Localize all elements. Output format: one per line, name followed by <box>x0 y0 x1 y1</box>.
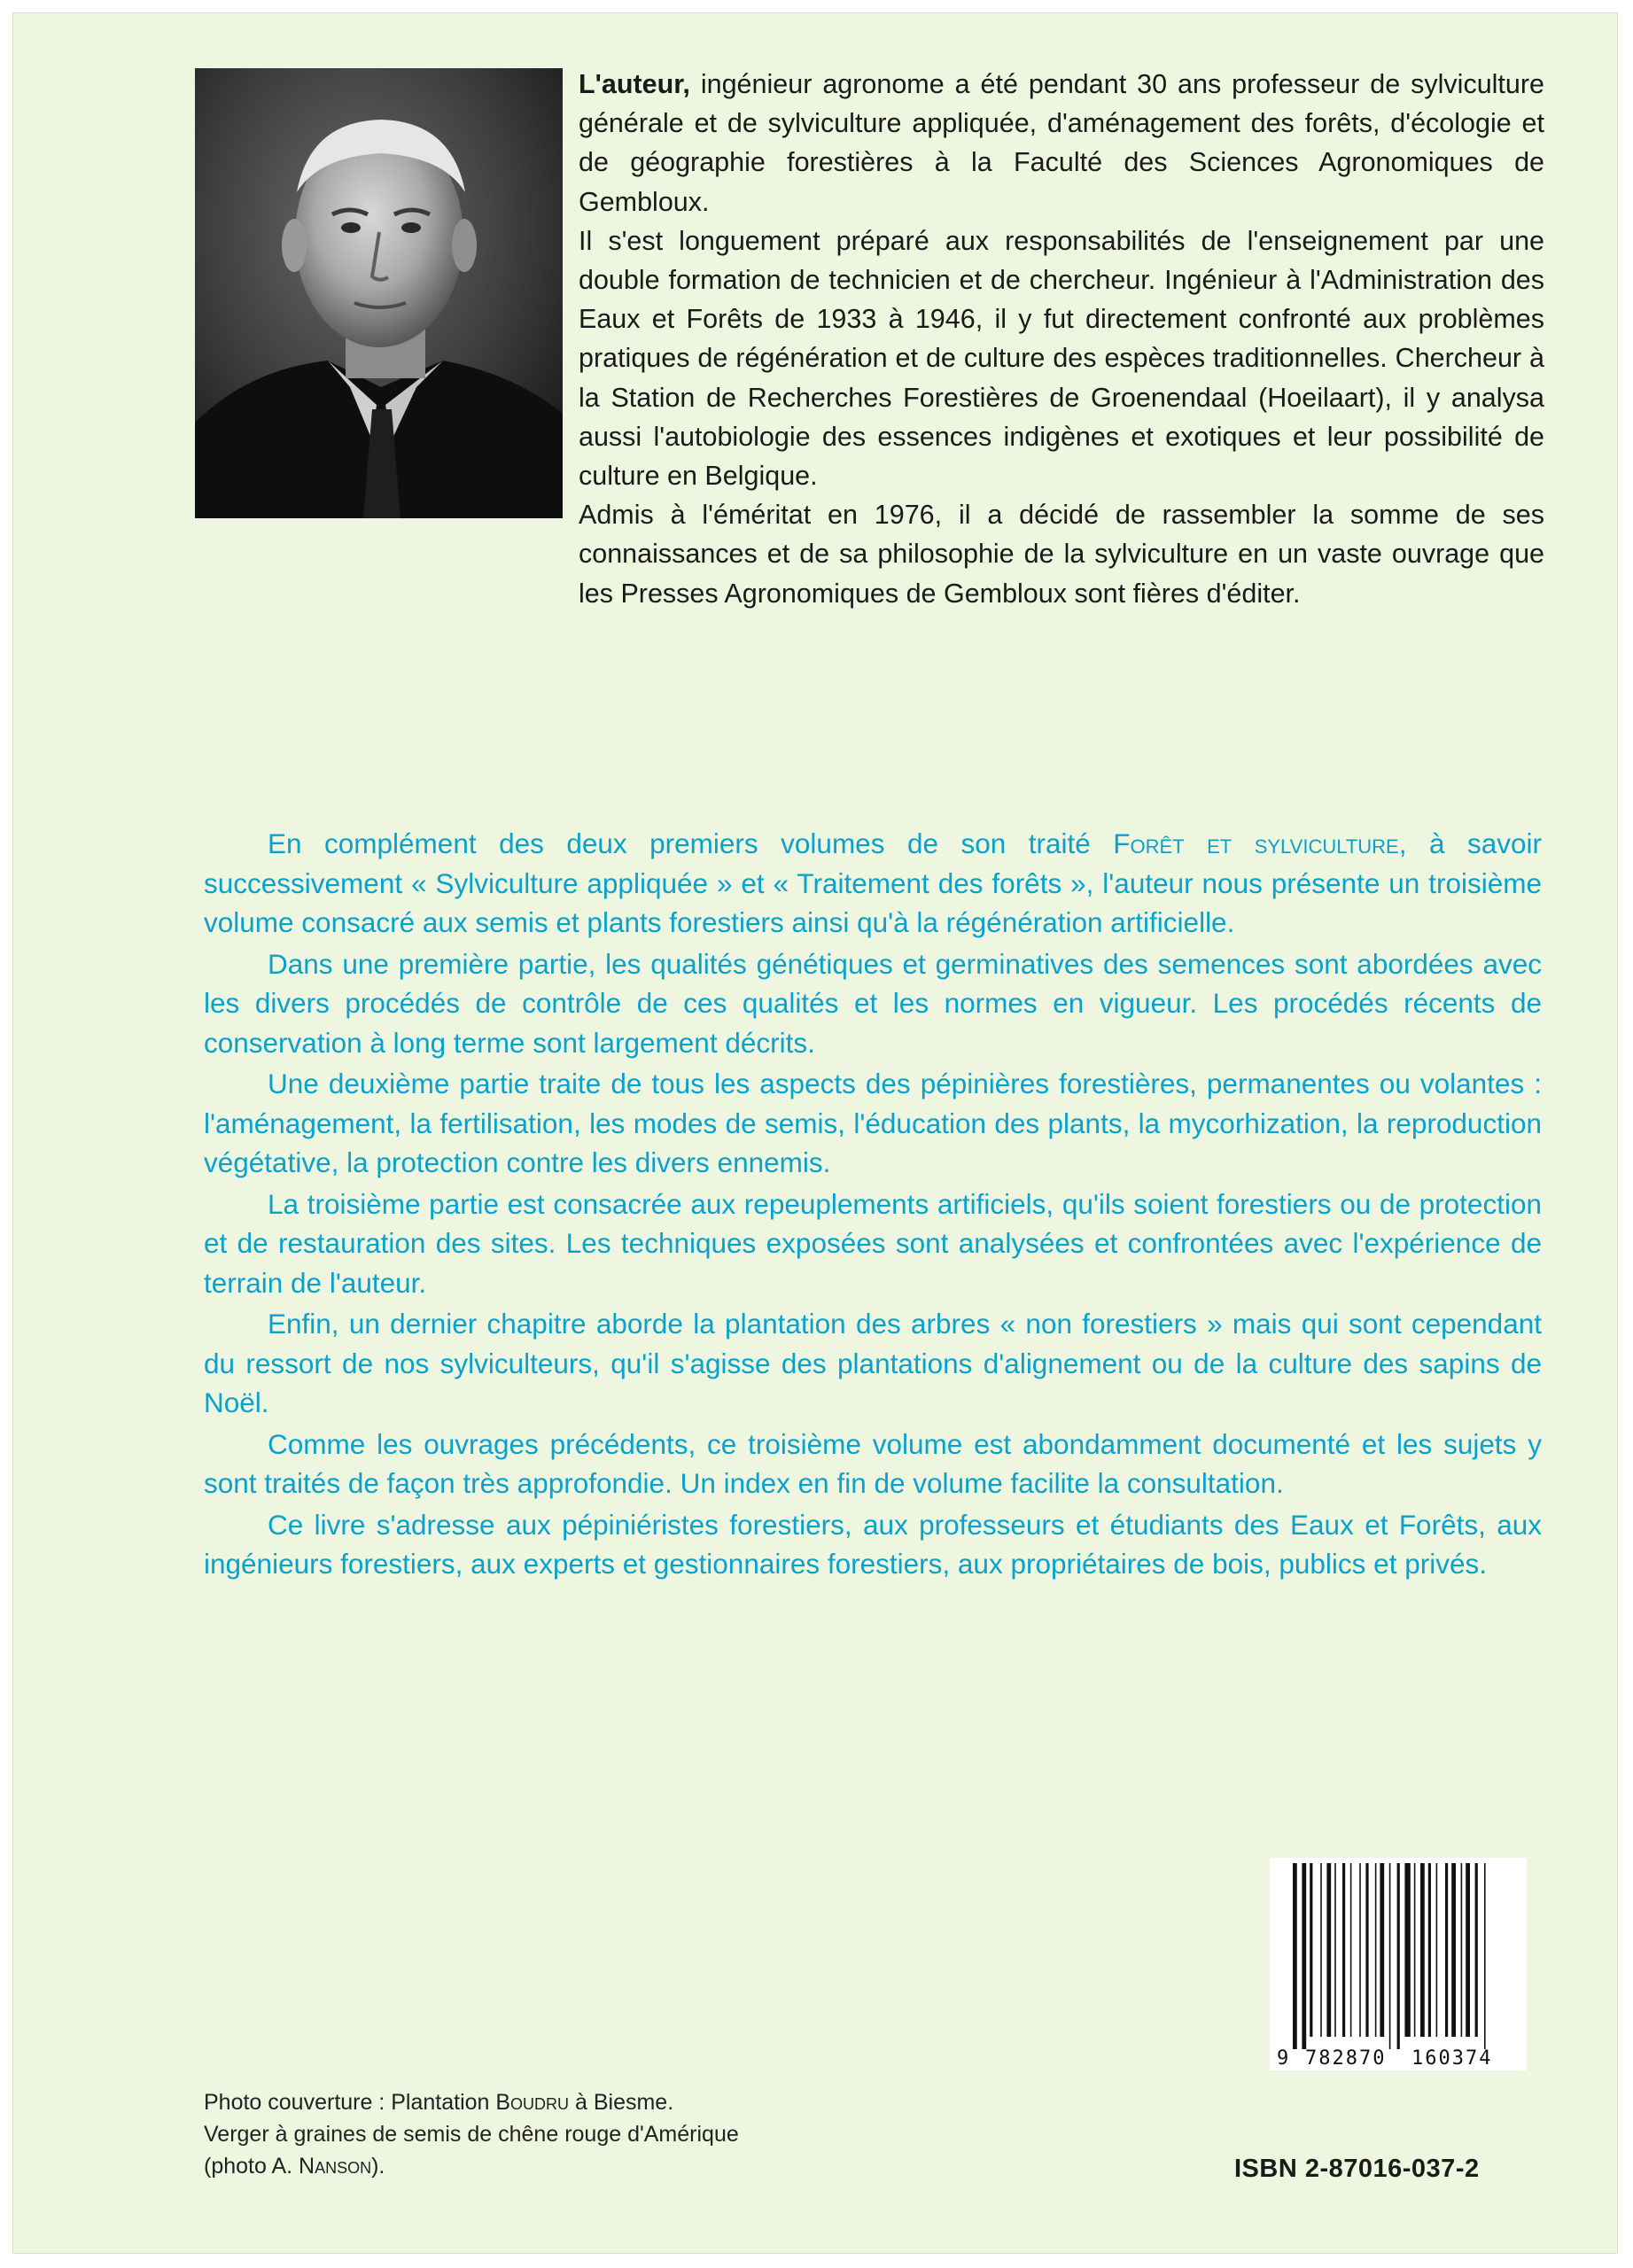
caption-line-3 <box>204 2150 739 2182</box>
barcode-bar <box>1293 1863 1297 2049</box>
caption-line-3-start: (photo A. <box>204 2154 299 2179</box>
book-summary <box>204 824 1542 1586</box>
barcode-bar <box>1484 1863 1486 2049</box>
barcode-bar <box>1359 1863 1361 2037</box>
barcode-bar <box>1404 1863 1410 2037</box>
barcode-right-digits: 160374 <box>1411 2047 1493 2070</box>
caption-line-1-end: à Biesme. <box>569 2090 674 2115</box>
author-biography <box>579 65 1544 613</box>
barcode-bar <box>1365 1863 1368 2037</box>
caption-photographer-name: Nanson <box>299 2154 372 2179</box>
barcode-bar <box>1420 1863 1425 2037</box>
barcode-bar <box>1320 1863 1322 2037</box>
author-bio-lead: L'auteur, <box>579 69 690 99</box>
barcode-bar <box>1342 1863 1345 2037</box>
summary-paragraph-3: Une deuxième partie traite de tous les aspects des pépinières forestières, permanentes ou volantes : l'aménagement, la fertilisation, les modes de semis, l'éducation des plants, la mycorhization, la reproduction végétative, la protection contre les divers ennemis. <box>204 1068 1542 1178</box>
back-cover <box>12 12 1618 2254</box>
barcode-bar <box>1334 1863 1336 2037</box>
author-bio-paragraph-2: Il s'est longuement préparé aux responsabilités de l'enseignement par une double formation de technicien et de chercheur. Ingénieur à l'Administration des Eaux et Forêts de 1933 à 1946, il y fut directement confronté aux problèmes pratiques de régénération et de culture des espèces traditionnelles. Chercheur à la Station de Recherches Forestières de Groenendaal (Hoeilaart), il y analysa aussi l'autobiologie des essences indigènes et exotiques et leur possibilité de culture en Belgique. <box>579 225 1544 492</box>
summary-paragraph-6: Comme les ouvrages précédents, ce troisième volume est abondamment documenté et les sujets y sont traités de façon très approfondie. Un index en fin de volume facilite la consultation. <box>204 1427 1542 1499</box>
barcode-bar <box>1302 1863 1306 2049</box>
summary-p1-end: , à savoir successivement « Sylviculture appliquée » et « Traitement des forêts », l'auteur nous présente un troisième volume consacré aux semis et plants forestiers ainsi qu'à la régénération artificielle. <box>204 827 1542 938</box>
barcode-bar <box>1375 1863 1377 2037</box>
barcode-bar <box>1380 1863 1384 2037</box>
isbn-number: ISBN 2-87016-037-2 <box>1234 2155 1480 2183</box>
caption-line-1-start: Photo couverture : Plantation <box>204 2090 496 2115</box>
summary-paragraph-2: Dans une première partie, les qualités génétiques et germinatives des semences sont abordées avec les divers procédés de contrôle de ces qualités et les normes en vigueur. Les procédés récents de conservation à long terme sont largement décrits. <box>204 947 1542 1059</box>
photo-caption <box>204 2086 739 2182</box>
barcode-bar <box>1451 1863 1456 2037</box>
barcode-graphic <box>1270 1858 1527 2070</box>
barcode-bar <box>1397 1863 1400 2049</box>
barcode-bar <box>1428 1863 1431 2037</box>
barcode-bar <box>1326 1863 1331 2037</box>
barcode-first-digit: 9 <box>1277 2047 1289 2070</box>
caption-line-2: Verger à graines de semis de chêne rouge d'Amérique <box>204 2122 739 2147</box>
author-bio-paragraph-3: Admis à l'éméritat en 1976, il a décidé de rassembler la somme de ses connaissances et de sa philosophie de la sylviculture en un vaste ouvrage que les Presses Agronomiques de Gembloux sont fières d'éditer. <box>579 500 1544 609</box>
barcode-bar <box>1466 1863 1470 2037</box>
summary-paragraph-4: La troisième partie est consacrée aux repeuplements artificiels, qu'ils soient forestiers ou de protection et de restauration des sites. Les techniques exposées sont analysées et confrontées avec l'expérience de terrain de l'auteur. <box>204 1187 1542 1299</box>
barcode-bar <box>1445 1863 1448 2037</box>
series-title: Forêt et sylviculture <box>1113 827 1399 859</box>
author-bio-intro: ingénieur agronome a été pendant 30 ans professeur de sylviculture générale et de sylviculture appliquée, d'aménagement des forêts, d'écologie et de géographie forestières à la Faculté des Sciences Agronomiques de Gembloux. <box>579 69 1544 217</box>
caption-line-1 <box>204 2086 739 2118</box>
barcode-bar <box>1436 1863 1438 2037</box>
summary-paragraph-7: Ce livre s'adresse aux pépiniéristes forestiers, aux professeurs et étudiants des Eaux et Forêts, aux ingénieurs forestiers, aux experts et gestionnaires forestiers, aux propriétaires de bois, publics et privés. <box>204 1508 1542 1580</box>
barcode-bar <box>1475 1863 1478 2037</box>
summary-p1-start: En complément des deux premiers volumes de son traité <box>268 827 1114 859</box>
author-photo <box>195 68 563 518</box>
barcode-bar <box>1310 1863 1312 2037</box>
barcode-bar <box>1414 1863 1416 2037</box>
summary-paragraph-5: Enfin, un dernier chapitre aborde la plantation des arbres « non forestiers » mais qui sont cependant du ressort de nos sylviculteurs, qu'il s'agisse des plantations d'alignement ou de la culture des sapins de Noël. <box>204 1308 1542 1418</box>
ean-barcode <box>1270 1858 1527 2070</box>
barcode-bar <box>1389 1863 1391 2049</box>
barcode-bar <box>1461 1863 1463 2037</box>
barcode-bar <box>1350 1863 1352 2037</box>
author-portrait <box>195 68 563 518</box>
caption-line-3-end: ). <box>371 2154 385 2179</box>
barcode-left-digits: 782870 <box>1305 2047 1387 2070</box>
summary-paragraph-1 <box>204 824 1542 943</box>
caption-location-name: Boudru <box>495 2090 570 2115</box>
